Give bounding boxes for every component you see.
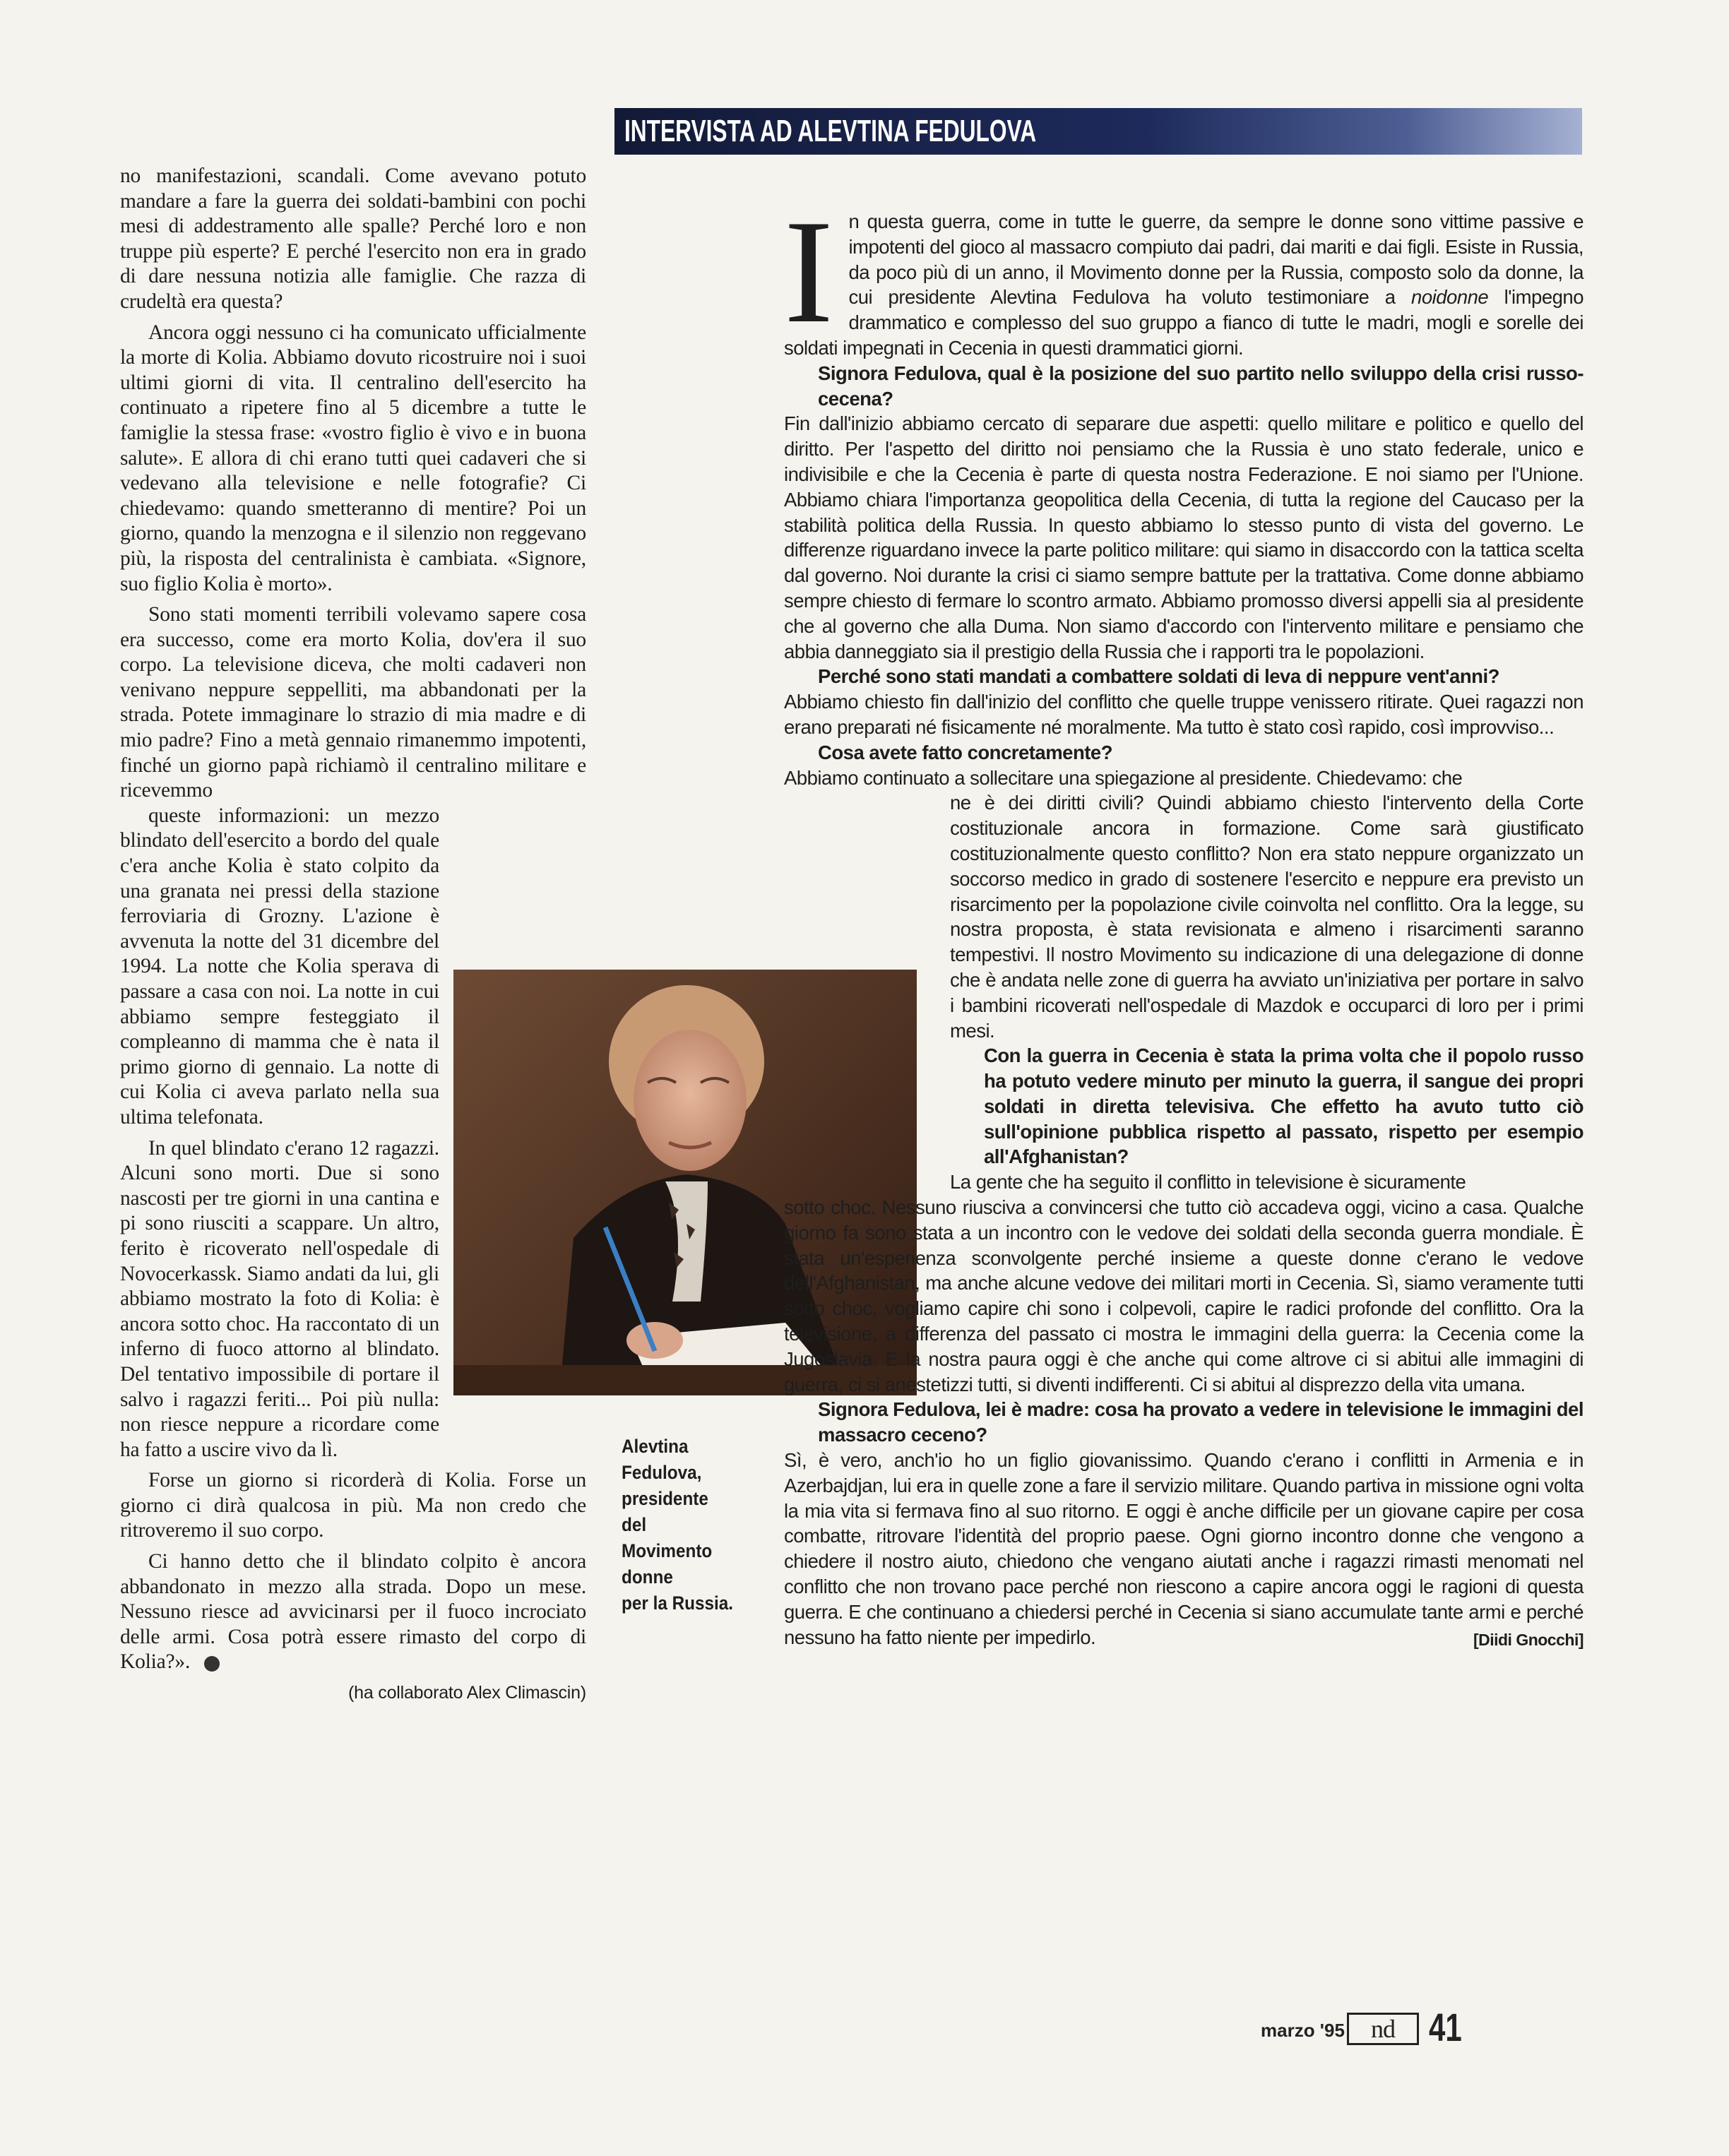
answer: Abbiamo chiesto fin dall'inizio del conflitto che quelle truppe venissero ritirate. Quei ragazzi non erano preparati né fisicamente né moralmente. Ma tutto è stato così rapido, così improvviso...	[784, 691, 1584, 738]
answer: Abbiamo continuato a sollecitare una spiegazione al presidente. Chiedevamo: che	[784, 766, 1463, 789]
question: Signora Fedulova, lei è madre: cosa ha provato a vedere in televisione le immagini del massacro ceceno?	[818, 1398, 1584, 1446]
paragraph: Ancora oggi nessuno ci ha comunicato ufficialmente la morte di Kolia. Abbiamo dovuto ricostruire noi i suoi ultimi giorni di vita. Il centralino dell'esercito ha continuato a ripetere fino al 5 dicembre a tutte le famiglie la stessa frase: «vostro figlio è vivo e in buona salute». E allora di chi erano tutti quei cadaveri che si vedevano alla televisione e nelle fotografie? Ci chiedevamo: quando smetteranno di mentire? Poi un giorno, quando la menzogna e il silenzio non reggevano più, la risposta del centralinista è cambiata. «Signore, suo figlio Kolia è morto».	[120, 321, 586, 595]
paragraph	[120, 602, 586, 804]
section-title: INTERVISTA AD ALEVTINA FEDULOVA	[624, 114, 1037, 148]
intro-text-end: l'impegno drammatico e complesso del suo gruppo a fianco di tutte le madri, mogli e sorelle dei soldati impegnati in Cecenia in questi drammatici giorni.	[784, 286, 1584, 359]
left-column	[120, 164, 586, 1712]
answer-text: Sì, è vero, anch'io ho un figlio giovanissimo. Quando c'erano i conflitti in Armenia e in Azerbajdjan, lui era in quelle zone a fare il servizio militare. Quando partiva in missione ogni volta la mia vita si fermava fino al suo ritorno. E oggi è anche difficile per un giovane capire per cosa combatte, ritrovare l'identità del proprio paese. Ogni giorno incontro donne che vengono a chiedere il nostro aiuto, chiedono che vengano aiutati anche i ragazzi rimasti menomati nel conflitto che non trovano pace perché non riescono a capire ancora oggi le ragioni di questa guerra. E che continuano a chiedersi perché in Cecenia si siano accumulate tante armi e perché nessuno ha fatto niente per impedirlo.	[784, 1449, 1584, 1648]
paragraph: queste informazioni: un mezzo blindato dell'esercito a bordo del quale c'era anche Kolia è stato colpito da una granata nei pressi della stazione ferroviaria di Grozny. L'azione è avvenuta la notte del 31 dicembre del 1994. La notte che Kolia sperava di passare a casa con noi. La notte in cui abbiamo sempre festeggiato il compleanno di mamma che è nata il primo giorno di gennaio. La notte di cui Kolia ci aveva parlato nella sua ultima telefonata.	[120, 804, 439, 1128]
question: Perché sono stati mandati a combattere soldati di leva di neppure vent'anni?	[818, 665, 1499, 688]
question: Signora Fedulova, qual è la posizione del suo partito nello sviluppo della crisi russo-cecena?	[818, 362, 1584, 410]
magazine-logo: nd	[1347, 2013, 1419, 2045]
section-header	[614, 108, 1582, 155]
intro-text: n questa guerra, come in tutte le guerre, da sempre le donne sono vittime passive e impotenti del gioco al massacro compiuto dai padri, dai mariti e dai figli. Esiste in Russia, da poco più di un anno, il Movimento donne per la Russia, composto solo da donne, la cui presidente Alevtina Fedulova ha voluto testimoniare a	[848, 210, 1584, 309]
drop-cap: I	[784, 190, 833, 354]
magazine-name: noidonne	[1411, 286, 1489, 309]
page-number: 41	[1429, 2005, 1462, 2049]
paragraph: In quel blindato c'erano 12 ragazzi. Alcuni sono morti. Due si sono nascosti per tre giorni in una cantina e pi sono riusciti a scappare. Un altro, ferito è ricoverato nell'ospedale di Novocerkassk. Siamo andati da lui, gli abbiamo mostrato la foto di Kolia: è ancora sotto choc. Ha raccontato di un inferno di fuoco attorno al blindato. Del tentativo impossibile di portare il salvo i ragazzi feriti... Poi più nulla: non riesce neppure a ricordare come ha fatto a uscire vivo da lì.	[120, 1136, 439, 1461]
answer: La gente che ha seguito il conflitto in televisione è sicuramente	[950, 1171, 1466, 1193]
paragraph-text: Ci hanno detto che il blindato colpito è ancora abbandonato in mezzo alla strada. Dopo un mese. Nessuno riesce ad avvicinarsi per il fuoco incrociato delle armi. Cosa potrà essere rimasto del corpo di Kolia?».	[120, 1550, 586, 1674]
end-bullet-icon	[204, 1656, 220, 1672]
caption-line: del	[622, 1514, 647, 1535]
indented-block	[950, 790, 1584, 1169]
caption-line: Movimento	[622, 1540, 713, 1561]
caption-line: Fedulova,	[622, 1462, 702, 1483]
caption-line: presidente	[622, 1488, 708, 1509]
paragraph	[120, 1549, 586, 1675]
author-signature: [Diidi Gnocchi]	[1473, 1630, 1584, 1649]
answer: Fin dall'inizio abbiamo cercato di separare due aspetti: quello militare e politico e quello del diritto. Per l'aspetto del diritto noi pensiamo che la Russia è uno stato federale, unico e indivisibile e che la Cecenia è parte di questa nostra Federazione. E noi siamo per l'Unione. Abbiamo chiara l'importanza geopolitica della Cecenia, di tutta la regione del Caucaso per la stabilità politica della Russia. In questo abbiamo lo stesso punto di vista del governo. Le differenze riguardano invece la parte politico militare: qui siamo in disaccordo con la tattica scelta dal governo. Noi durante la crisi ci siamo sempre battute per la trattativa. Come donne abbiamo sempre chiesto di fermare lo scontro armato. Abbiamo promosso diversi appelli sia al presidente che al governo che alla Duma. Non siamo d'accordo con l'intervento militare e pensiamo che abbia danneggiato sia il prestigio della Russia che i rapporti tra le popolazioni.	[784, 412, 1584, 662]
question: Con la guerra in Cecenia è stata la prima volta che il popolo russo ha potuto vedere minuto per minuto la guerra, il sangue dei propri soldati in diretta televisiva. Che effetto ha avuto tutto ciò sull'opinione pubblica rispetto al passato, rispetto per esempio all'Afghanistan?	[984, 1044, 1584, 1168]
question: Cosa avete fatto concretamente?	[818, 741, 1112, 763]
interview-column	[784, 190, 1584, 1652]
answer	[784, 1448, 1584, 1650]
answer: sotto choc. Nessuno riusciva a convincersi che tutto ciò accadeva oggi, vicino a casa. Qualche giorno fa sono stata a un incontro con le vedove dei soldati della seconda guerra mondiale. È stata un'esperienza sconvolgente perché insieme a queste donne c'erano le vedove dell'Afghanistan, ma anche alcune vedove dei militari morti in Cecenia. Sì, siamo veramente tutti sotto choc, vogliamo capire chi sono i colpevoli, capire le radici profonde del conflitto. Ora la televisione, a differenza del passato ci mostra le immagini della guerra: la Cecenia come la Jugoslavia. E la nostra paura oggi è che anche qui come altrove ci si abitui alle immagini di guerra, ci si anestetizzi tutti, si diventi indifferenti. Ci si abitui al disprezzo della vita umana.	[784, 1196, 1584, 1395]
caption-line: donne	[622, 1566, 673, 1588]
paragraph-text: Sono stati momenti terribili volevamo sapere cosa era successo, come era morto Kolia, dov'era il suo corpo. La televisione diceva, che molti cadaveri non venivano neppure seppelliti, ma abbandonati per la strada. Potete immaginare lo strazio di mia madre e di mio padre? Fino a metà gennaio rimanemmo impotenti, finché un giorno papà richiamò il centralino militare e ricevemmo	[120, 603, 586, 802]
paragraph: Forse un giorno si ricorderà di Kolia. Forse un giorno ci dirà qualcosa in più. Ma non credo che ritroveremo il suo corpo.	[120, 1469, 586, 1542]
credit-line: (ha collaborato Alex Climascin)	[347, 1683, 586, 1703]
photo-caption	[622, 1434, 749, 1616]
answer: ne è dei diritti civili? Quindi abbiamo chiesto l'intervento della Corte costituzionale ancora in formazione. Come sarà giustificato costituzionalmente questo conflitto? Non era stato neppure organizzato un soccorso medico in grado di sostenere l'esercito e neppure era previsto un risarcimento per la popolazione civile coinvolta nel conflitto. Ora la legge, su nostra proposta, è stata revisionata e almeno i risarcimenti saranno tempestivi. Il nostro Movimento su indicazione di una delegazione di donne che è andata nelle zone di guerra ha avviato un'iniziativa per portare in salvo i bambini ricoverati nell'ospedale di Mazdok e occuparci di loro per i primi mesi.	[950, 792, 1584, 1042]
intro-paragraph	[784, 190, 1584, 361]
caption-line: per la Russia.	[622, 1592, 734, 1614]
paragraph: no manifestazioni, scandali. Come avevano potuto mandare a fare la guerra dei soldati-bambini con pochi mesi di addestramento alle spalle? Perché loro e non truppe più esperte? E perché l'esercito non era in grado di dare nessuna notizia alle famiglie. Che razza di crudeltà era questa?	[120, 165, 586, 313]
caption-line: Alevtina	[622, 1436, 689, 1457]
issue-date: marzo '95	[1261, 2020, 1345, 2041]
